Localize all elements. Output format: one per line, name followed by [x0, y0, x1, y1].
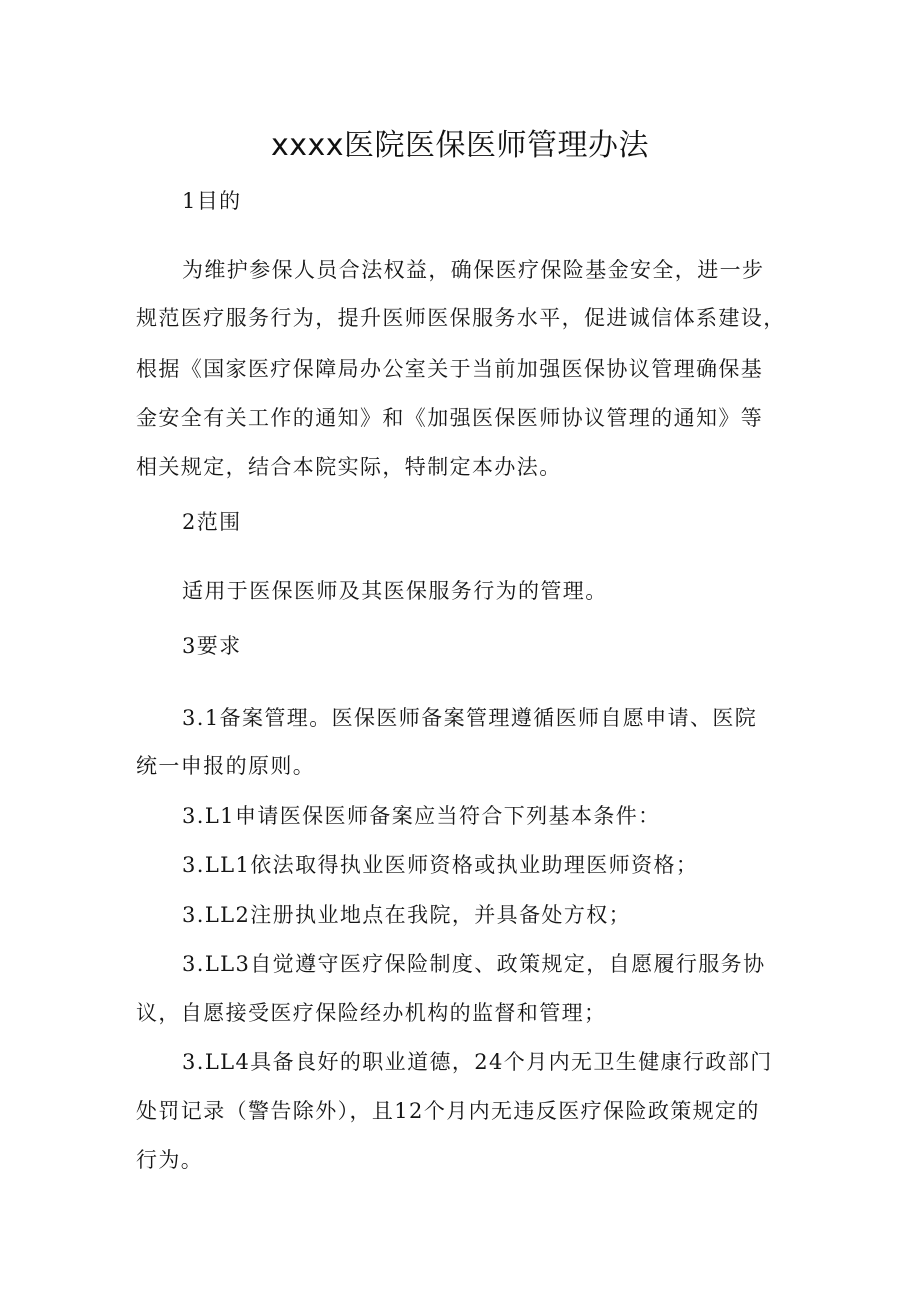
paragraph-line: 3.L1申请医保医师备案应当符合下列基本条件： [182, 804, 661, 828]
paragraph-line: 规范医疗服务行为，提升医师医保服务水平，促进诚信体系建设， [136, 306, 786, 330]
paragraph-line: 为维护参保人员合法权益，确保医疗保险基金安全，进一步 [182, 258, 765, 282]
paragraph-line: 处罚记录（警告除外），且12个月内无违反医疗保险政策规定的 [136, 1099, 760, 1123]
document-title: xxxx医院医保医师管理办法 [270, 128, 649, 163]
paragraph-line: 议，自愿接受医疗保险经办机构的监督和管理； [136, 1001, 607, 1025]
paragraph-line: 根据《国家医疗保障局办公室关于当前加强医保协议管理确保基 [136, 357, 764, 381]
paragraph-line: 3.1备案管理。医保医师备案管理遵循医师自愿申请、医院 [182, 706, 758, 730]
paragraph-line: 行为。 [136, 1148, 204, 1172]
paragraph-line: 3.LL4具备良好的职业道德，24个月内无卫生健康行政部门 [182, 1050, 773, 1074]
paragraph-line: 适用于医保医师及其医保服务行为的管理。 [182, 579, 608, 603]
paragraph-line: 3.LL1依法取得执业医师资格或执业助理医师资格； [182, 853, 699, 877]
paragraph-line: 统一申报的原则。 [136, 754, 316, 778]
paragraph-line: 3.LL2注册执业地点在我院，并具备处方权； [182, 903, 632, 927]
section-heading-scope: 2范围 [182, 510, 242, 534]
paragraph-line: 3.LL3自觉遵守医疗保险制度、政策规定，自愿履行服务协 [182, 952, 766, 976]
section-heading-requirements: 3要求 [182, 634, 242, 658]
paragraph-line: 相关规定，结合本院实际，特制定本办法。 [136, 455, 562, 479]
paragraph-line: 金安全有关工作的通知》和《加强医保医师协议管理的通知》等 [136, 406, 764, 430]
section-heading-purpose: 1目的 [182, 189, 242, 213]
